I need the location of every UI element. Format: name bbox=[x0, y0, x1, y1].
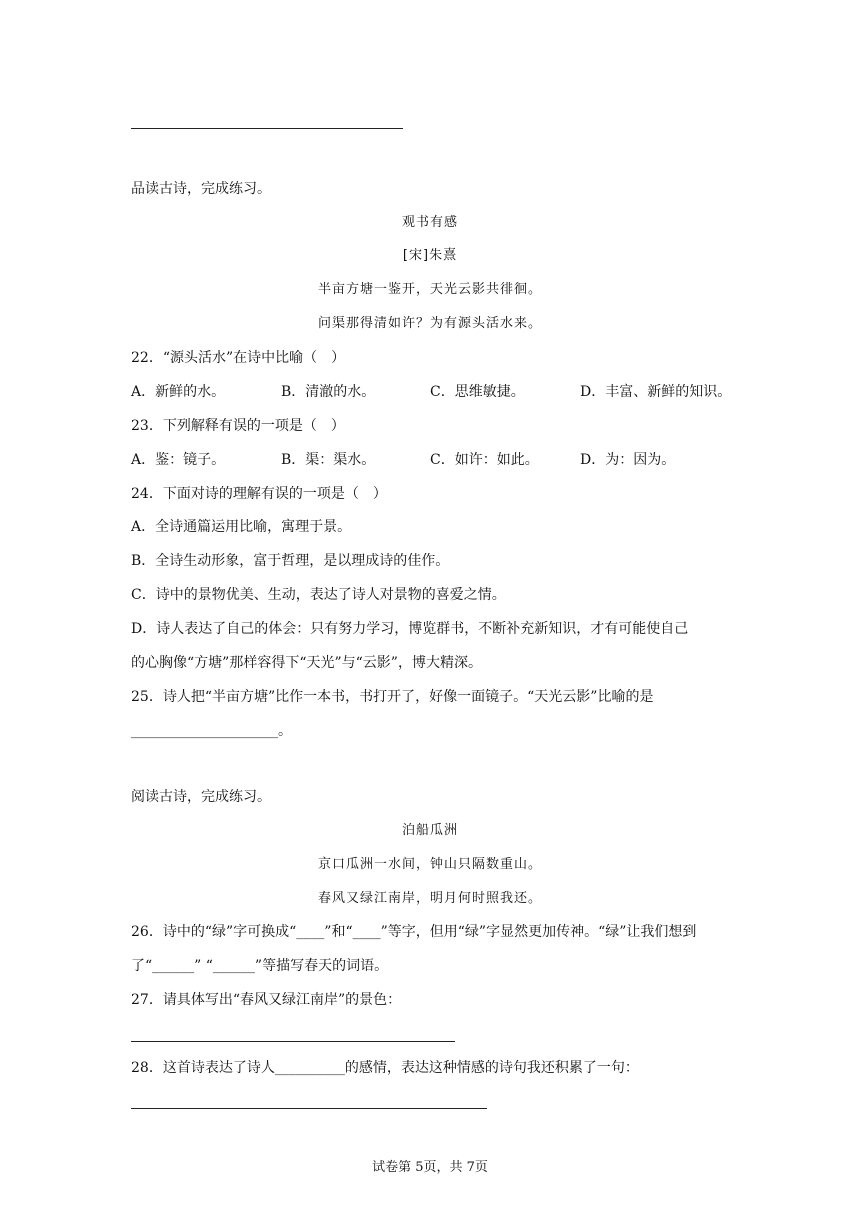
poem1-title: 观书有感 bbox=[401, 215, 458, 230]
q25-answer-line: _____________________。 bbox=[131, 723, 292, 739]
q23-option-b: B．渠：渠水。 bbox=[281, 452, 376, 468]
q28-answer-line bbox=[131, 1108, 487, 1109]
q24-option-b: B．全诗生动形象，富于哲理，是以理成诗的佳作。 bbox=[131, 553, 450, 569]
q26-line1: 26．诗中的“绿”字可换成“____”和“____”等字，但用“绿”字显然更加传神。“绿”让我们想到 bbox=[131, 924, 697, 940]
section1-intro: 品读古诗，完成练习。 bbox=[131, 181, 271, 197]
answer-line-top bbox=[131, 128, 403, 129]
poem2-line2: 春风又绿江南岸，明月何时照我还。 bbox=[317, 891, 542, 906]
q23-option-c: C．如许：如此。 bbox=[430, 452, 539, 468]
poem1-author: [宋]朱熹 bbox=[402, 248, 458, 263]
q22-stem: 22．“源头活水”在诗中比喻（ ） bbox=[131, 350, 346, 366]
poem2-line1: 京口瓜洲一水间，钟山只隔数重山。 bbox=[317, 857, 542, 872]
section2-intro: 阅读古诗，完成练习。 bbox=[131, 789, 271, 805]
q24-option-a: A．全诗通篇运用比喻，寓理于景。 bbox=[131, 519, 352, 535]
q22-option-b: B．清澈的水。 bbox=[281, 384, 376, 400]
page-footer: 试卷第 5页，共 7页 bbox=[372, 1160, 488, 1175]
q24-option-d: D．诗人表达了自己的体会：只有努力学习，博览群书，不断补充新知识，才有可能使自己 bbox=[131, 621, 689, 637]
q26-line2: 了“______” “______”等描写春天的词语。 bbox=[131, 958, 389, 974]
q22-option-d: D．丰富、新鲜的知识。 bbox=[580, 384, 732, 400]
q23-option-d: D．为：因为。 bbox=[580, 452, 676, 468]
q23-stem: 23．下列解释有误的一项是（ ） bbox=[131, 418, 345, 434]
poem2-title: 泊船瓜洲 bbox=[401, 823, 458, 838]
poem1-line1: 半亩方塘一鉴开，天光云影共徘徊。 bbox=[317, 282, 542, 297]
q25-stem: 25．诗人把“半亩方塘”比作一本书，书打开了，好像一面镜子。“天光云影”比喻的是 bbox=[131, 689, 654, 705]
q22-option-c: C．思维敏捷。 bbox=[430, 384, 525, 400]
q24-stem: 24．下面对诗的理解有误的一项是（ ） bbox=[131, 486, 387, 502]
q23-option-a: A．鉴：镜子。 bbox=[131, 452, 226, 468]
poem1-line2: 问渠那得清如许？为有源头活水来。 bbox=[317, 316, 542, 331]
q22-option-a: A．新鲜的水。 bbox=[131, 384, 226, 400]
q24-option-c: C．诗中的景物优美、生动，表达了诗人对景物的喜爱之情。 bbox=[131, 587, 506, 603]
q27-answer-line bbox=[131, 1041, 455, 1042]
q24-option-d-cont: 的心胸像“方塘”那样容得下“天光”与“云影”，博大精深。 bbox=[131, 655, 482, 671]
q28-stem: 28．这首诗表达了诗人__________的感情，表达这种情感的诗句我还积累了一句： bbox=[131, 1060, 639, 1076]
q27-stem: 27．请具体写出“春风又绿江南岸”的景色： bbox=[131, 992, 402, 1008]
